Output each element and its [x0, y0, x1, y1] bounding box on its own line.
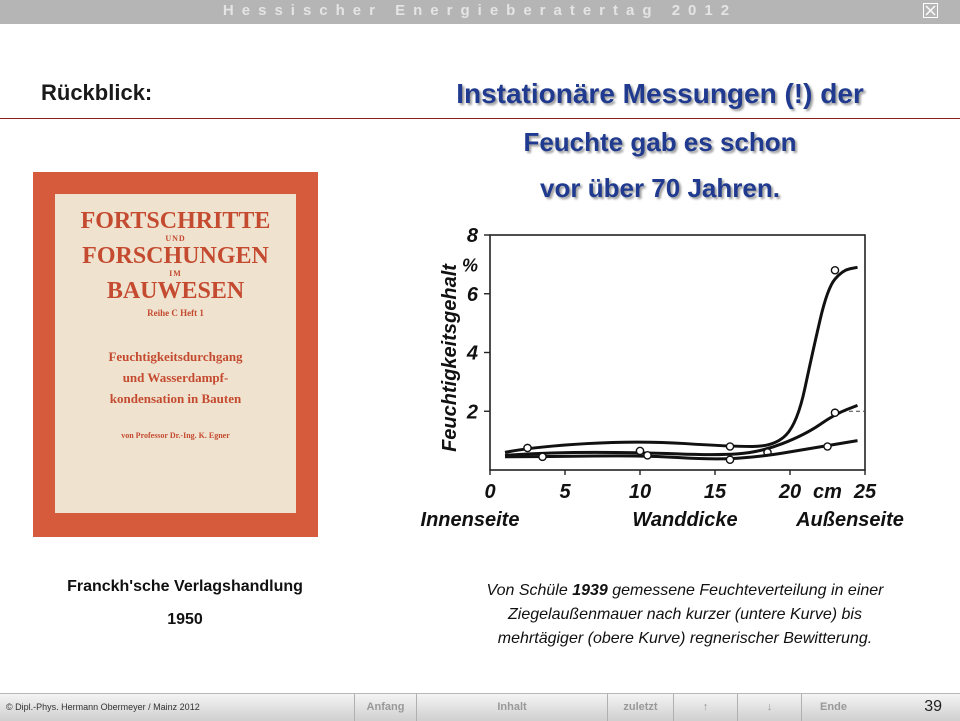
book-cover-page [55, 194, 296, 513]
nav-contents-button[interactable]: Inhalt [416, 694, 607, 721]
series-1-marker-3 [831, 267, 838, 274]
nav-next-button[interactable] [737, 694, 801, 721]
header-divider [0, 118, 960, 119]
close-button[interactable] [923, 3, 938, 18]
series-line-1 [505, 267, 858, 452]
x-unit-label: cm [813, 481, 842, 503]
figure-caption [400, 579, 960, 651]
series-2-marker-3 [831, 409, 838, 416]
book-title-1: FORTSCHRITTE [80, 208, 271, 234]
publisher-caption: Franckh'sche Verlagshandlung [67, 578, 303, 595]
x-tick-label-25: 25 [853, 481, 877, 503]
nav-first-button[interactable]: Anfang [354, 694, 416, 721]
footer-bar [0, 693, 960, 721]
caption-pre: Von Schüle [486, 582, 573, 599]
x-tick-label-10: 10 [628, 481, 652, 503]
book-subtitle-1: Feuchtigkeitsdurchgang [108, 349, 243, 364]
x-tick-label-20: 20 [778, 481, 802, 503]
series-3-marker-4 [824, 443, 831, 450]
x-left-label: Innenseite [420, 509, 520, 531]
book-title-2: FORSCHUNGEN [82, 243, 269, 269]
conference-title: Hessischer Energieberatertag 2012 [222, 2, 738, 19]
page-number: 39 [924, 698, 942, 715]
arrow-up-icon: ↑ [702, 701, 709, 713]
series-2-marker-1 [636, 447, 643, 454]
book-title-3: BAUWESEN [106, 278, 245, 304]
copyright-text: © Dipl.-Phys. Hermann Obermeyer / Mainz 2012 [6, 702, 200, 712]
series-1-marker-2 [726, 443, 733, 450]
headline-line-1: Instationäre Messungen (!) der [456, 78, 864, 109]
headline-line-2: Feuchte gab es schon [523, 127, 797, 157]
caption-year: 1939 [572, 582, 608, 599]
title-bar [0, 0, 960, 24]
y-tick-label-2: 2 [466, 401, 478, 424]
x-tick-label-0: 0 [484, 481, 496, 503]
book-subtitle-3: kondensation in Bauten [109, 391, 242, 406]
y-tick-label-8: 8 [466, 225, 478, 247]
series-line-2 [505, 405, 858, 455]
x-tick-label-15: 15 [703, 481, 727, 503]
section-label: Rückblick: [41, 80, 153, 105]
y-unit-label: % [461, 255, 478, 276]
close-icon [924, 4, 937, 17]
caption-post: gemessene Feuchteverteilung in einer [607, 582, 884, 599]
y-tick-label-4: 4 [466, 342, 478, 365]
publication-year: 1950 [167, 611, 203, 628]
book-title-und: UND [165, 234, 186, 243]
arrow-down-icon: ↓ [766, 701, 773, 713]
plot-frame [490, 235, 865, 470]
headline-line-3: vor über 70 Jahren. [540, 173, 780, 203]
book-series: Reihe C Heft 1 [147, 308, 204, 318]
y-tick-label-6: 6 [466, 283, 478, 306]
book-title-im: IM [169, 269, 182, 278]
series-3-marker-1 [539, 453, 546, 460]
series-3-marker-2 [644, 452, 651, 459]
series-1-marker-1 [524, 444, 531, 451]
book-author: von Professor Dr.-Ing. K. Egner [121, 431, 230, 440]
nav-last-viewed-button[interactable]: zuletzt [607, 694, 673, 721]
x-tick-label-5: 5 [559, 481, 571, 503]
caption-line-3: mehrtägiger (obere Kurve) regnerischer Bewitterung. [497, 630, 873, 647]
y-axis-label: Feuchtigkeitsgehalt [439, 264, 461, 452]
caption-line-2: Ziegelaußenmauer nach kurzer (untere Kurve) bis [508, 606, 862, 623]
nav-end-button[interactable]: Ende [801, 694, 865, 721]
moisture-distribution-chart [420, 220, 920, 542]
book-subtitle-2: und Wasserdampf- [122, 370, 229, 385]
x-axis-label: Wanddicke [632, 509, 738, 531]
book-cover-image [33, 172, 318, 537]
x-right-label: Außenseite [796, 509, 904, 531]
series-3-marker-3 [726, 456, 733, 463]
nav-prev-button[interactable] [673, 694, 737, 721]
